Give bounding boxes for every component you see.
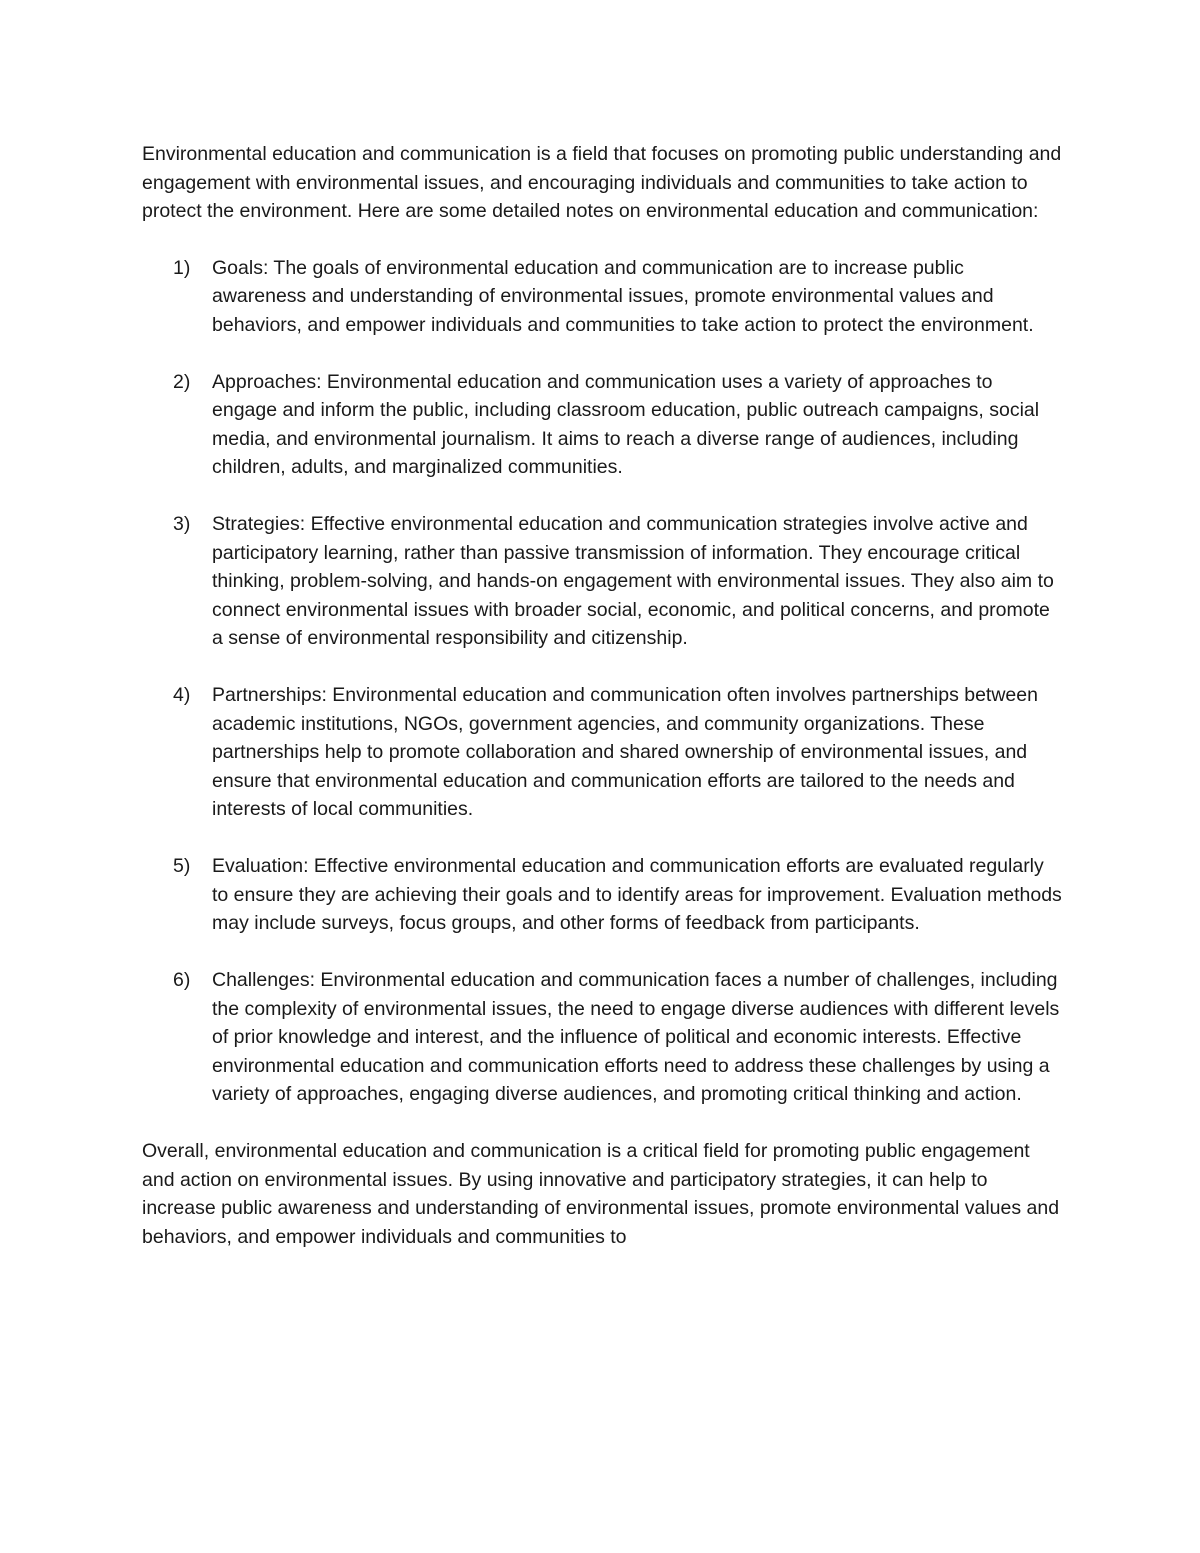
- intro-paragraph: Environmental education and communication is a field that focuses on promoting public understanding and engagement with environmental issues, and encouraging individuals and communities to take action to protect the environment. Here are some detailed notes on environmental education and communication:: [142, 143, 1062, 222]
- list-item-text: Strategies: Effective environmental education and communication strategies involve active and participatory learning, rather than passive transmission of information. They encourage critical thinking, problem-solving, and hands-on engagement with environmental issues. They also aim to connect environmental issues with broader social, economic, and political concerns, and promote a sense of environmental responsibility and citizenship.: [212, 513, 1054, 649]
- conclusion-paragraph: Overall, environmental education and communication is a critical field for promoting public engagement and action on environmental issues. By using innovative and participatory strategies, it can help to increase public awareness and understanding of environmental issues, promote environmental values and behaviors, and empower individuals and communities to: [142, 1140, 1060, 1248]
- document-body: [142, 140, 1062, 1251]
- list-item-text: Challenges: Environmental education and communication faces a number of challenges, including the complexity of environmental issues, the need to engage diverse audiences with different levels of prior knowledge and interest, and the influence of political and economic interests. Effective environmental education and communication efforts need to address these challenges by using a variety of approaches, engaging diverse audiences, and promoting critical thinking and action.: [212, 969, 1060, 1105]
- list-item-strategies: [142, 510, 1062, 653]
- list-item-number: 1): [173, 256, 191, 279]
- list-item-challenges: [142, 966, 1062, 1109]
- list-item-number: 5): [173, 855, 191, 877]
- list-item-goals: [142, 254, 1062, 340]
- notes-list: [142, 254, 1062, 1109]
- list-item-number: 4): [173, 684, 191, 706]
- list-item-number: 3): [173, 513, 191, 535]
- list-item-text: Evaluation: Effective environmental education and communication efforts are evaluated regularly to ensure they are achieving their goals and to identify areas for improvement. Evaluation methods may include surveys, focus groups, and other forms of feedback from participants.: [212, 855, 1062, 934]
- list-item-approaches: [142, 368, 1062, 482]
- list-item-text: Goals: The goals of environmental education and communication are to increase public awareness and understanding of environmental issues, promote environmental values and behaviors, and empower individuals and communities to take action to protect the environment.: [212, 256, 1034, 336]
- list-item-text: Partnerships: Environmental education and communication often involves partnerships between academic institutions, NGOs, government agencies, and community organizations. These partnerships help to promote collaboration and shared ownership of environmental issues, and ensure that environmental education and communication efforts are tailored to the needs and interests of local communities.: [212, 684, 1038, 820]
- list-item-text: Approaches: Environmental education and communication uses a variety of approaches to engage and inform the public, including classroom education, public outreach campaigns, social media, and environmental journalism. It aims to reach a diverse range of audiences, including children, adults, and marginalized communities.: [212, 370, 1040, 478]
- list-item-number: 2): [173, 370, 191, 393]
- list-item-evaluation: [142, 852, 1062, 938]
- list-item-number: 6): [173, 969, 191, 991]
- list-item-partnerships: [142, 681, 1062, 824]
